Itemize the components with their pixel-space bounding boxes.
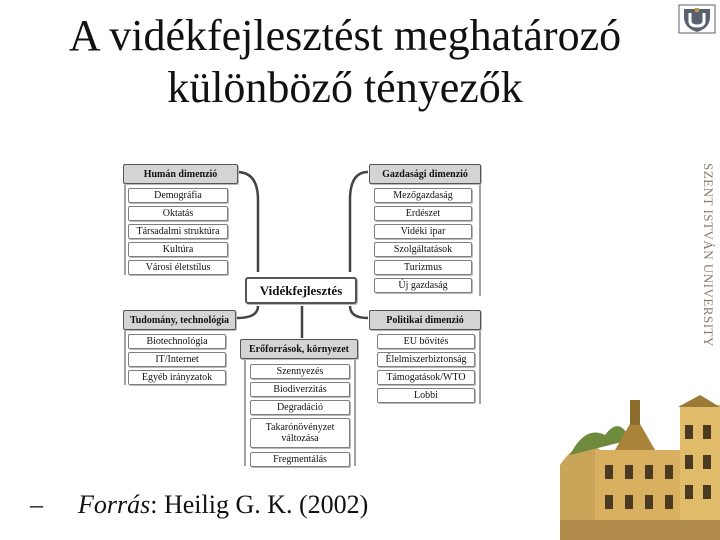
tech-item-other-trends: Egyéb irányzatok xyxy=(128,370,226,385)
university-building-image xyxy=(560,395,720,540)
economic-item-services: Szolgáltatások xyxy=(374,242,472,257)
source-citation xyxy=(30,490,368,520)
tech-item-it-internet: IT/Internet xyxy=(128,352,226,367)
source-label: Forrás xyxy=(78,490,151,519)
political-item-lobby: Lobbi xyxy=(377,388,475,403)
environment-item-vegetation-change: Takarónövényzet változása xyxy=(250,418,350,448)
political-item-food-security: Élelmiszerbiztonság xyxy=(377,352,475,367)
tech-dimension-header: Tudomány, technológia xyxy=(123,310,236,330)
environment-item-biodiversity: Biodiverzitás xyxy=(250,382,350,397)
environment-dimension-header: Erőforrások, környezet xyxy=(240,339,358,359)
environment-item-pollution: Szennyezés xyxy=(250,364,350,379)
source-text: : Heilig G. K. (2002) xyxy=(150,490,369,519)
human-dimension-header: Humán dimenzió xyxy=(123,164,238,184)
environment-item-degradation: Degradáció xyxy=(250,400,350,415)
economic-item-agriculture: Mezőgazdaság xyxy=(374,188,472,203)
slide-title xyxy=(0,10,690,114)
economic-item-tourism: Turizmus xyxy=(374,260,472,275)
human-item-culture: Kultúra xyxy=(128,242,228,257)
human-item-social-structure: Társadalmi struktúra xyxy=(128,224,228,239)
title-line-1: A vidékfejlesztést meghatározó xyxy=(68,11,622,60)
human-item-urban-lifestyle: Városi életstílus xyxy=(128,260,228,275)
bullet-dash: – xyxy=(30,490,43,519)
economic-dimension-header: Gazdasági dimenzió xyxy=(369,164,481,184)
political-item-subsidies-wto: Támogatások/WTO xyxy=(377,370,475,385)
environment-item-fragmentation: Fregmentálás xyxy=(250,452,350,467)
political-dimension-header: Politikai dimenzió xyxy=(369,310,481,330)
political-item-eu-enlargement: EU bővítés xyxy=(377,334,475,349)
economic-item-new-economy: Új gazdaság xyxy=(374,278,472,293)
human-item-education: Oktatás xyxy=(128,206,228,221)
human-item-demography: Demográfia xyxy=(128,188,228,203)
title-line-2: különböző tényezők xyxy=(167,63,523,112)
economic-item-rural-industry: Vidéki ipar xyxy=(374,224,472,239)
tech-item-biotechnology: Biotechnológia xyxy=(128,334,226,349)
university-name: SZENT ISTVÁN UNIVERSITY xyxy=(701,163,716,347)
rural-development-center: Vidékfejlesztés xyxy=(245,277,357,304)
university-logo-icon xyxy=(678,4,716,34)
economic-item-forestry: Erdészet xyxy=(374,206,472,221)
